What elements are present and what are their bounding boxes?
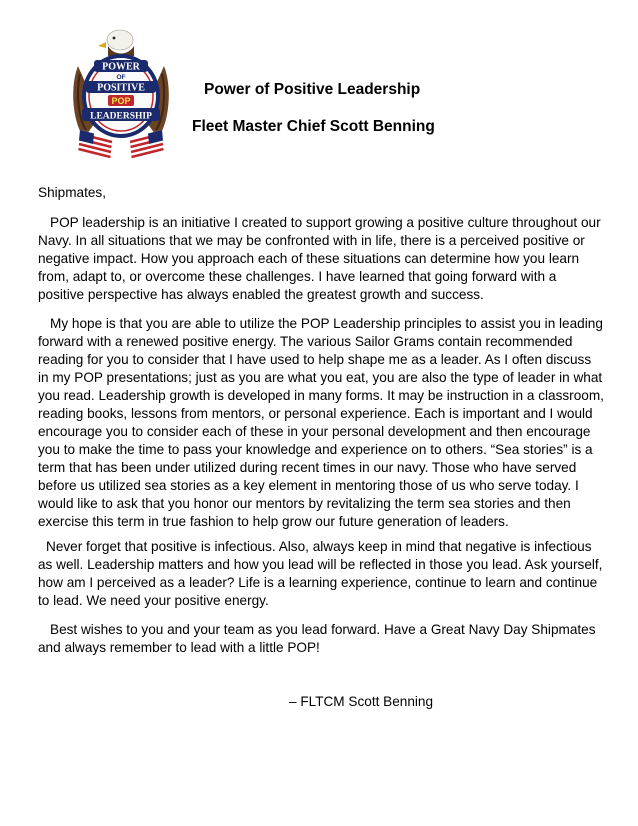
logo-word-of: OF <box>116 74 126 81</box>
paragraph-3: Never forget that positive is infectious. Also, always keep in mind that negative is infectious as well. Leadership matters and how you lead will be reflected in those you lead. Ask yourself, how am I perceived as a leader? Life is a learning experience, continue to learn and continue to lead. We need your positive energy. <box>38 539 603 608</box>
paragraph-1: POP leadership is an initiative I created to support growing a positive culture throughout our Navy. In all situations that we may be confronted with in life, there is a perceived positive or negative impact. How you approach each of these situations can determine how you learn from, adapt to, or overcome these challenges. I have learned that going forward with a positive perspective has always enabled the greatest growth and success. <box>38 215 601 302</box>
logo-word-pop: POP <box>111 96 131 106</box>
logo-word-leadership: LEADERSHIP <box>90 111 152 122</box>
paragraph-2: My hope is that you are able to utilize the POP Leadership principles to assist you in leading forward with a renewed positive energy. The various Sailor Grams contain recommended reading for you to consider that I have used to help shape me as a leader. As I often discuss in my POP presentations; just as you are what you eat, you are also the type of leader in what you read. Leadership growth is developed in many forms. It may be instruction in a classroom, reading books, lessons from mentors, or personal experience. Each is important and I would encourage you to consider each of these in your personal development and then encourage you to make the time to pass your knowledge and experience on to others. “Sea stories” is a term that has been under utilized during recent times in our navy. Those who have served before us utilized sea stories as a key element in mentoring those of us who serve today. I would like to ask that you honor our mentors by revitalizing the term sea stories and then exercise this term in true fashion to help grow our future generation of leaders. <box>38 316 604 529</box>
paragraph-4: Best wishes to you and your team as you lead forward. Have a Great Navy Day Shipmates and always remember to lead with a little POP! <box>38 622 596 655</box>
pop-leadership-logo <box>70 26 172 164</box>
logo-word-positive: POSITIVE <box>97 82 145 94</box>
document-title: Power of Positive Leadership <box>204 81 421 98</box>
logo-word-power: POWER <box>102 61 140 73</box>
salutation: Shipmates, <box>38 185 107 200</box>
author-name: Fleet Master Chief Scott Benning <box>192 118 435 135</box>
signature: – FLTCM Scott Benning <box>289 694 434 709</box>
